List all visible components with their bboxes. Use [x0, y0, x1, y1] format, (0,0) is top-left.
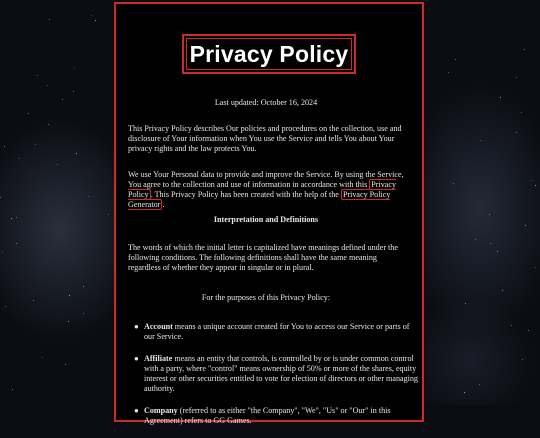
star [2, 251, 3, 252]
last-updated: Last updated: October 16, 2024 [214, 98, 318, 107]
bullet-icon: ● [134, 322, 139, 331]
usage-text-3: . [162, 200, 165, 209]
definition-text: (referred to as either "the Company", "We", "Us" or "Our" in this Agreement) refers to GG Games. [144, 406, 391, 425]
star [35, 144, 36, 145]
star [453, 183, 454, 184]
star [535, 185, 536, 186]
star [19, 158, 20, 159]
bullet-icon: ● [134, 354, 139, 363]
star [521, 112, 522, 113]
page-title: Privacy Policy [186, 38, 352, 70]
definition-item-company [134, 406, 420, 426]
interpretation-paragraph: The words of which the initial letter is capitalized have meanings defined under the following conditions. The following definitions shall have the same meaning regardless of whether they appear in singular or in plural. [128, 243, 398, 272]
star [57, 164, 58, 165]
definition-item-affiliate [134, 354, 420, 394]
star [528, 330, 529, 331]
policy-panel [114, 2, 424, 425]
purposes-line: For the purposes of this Privacy Policy: [201, 293, 331, 302]
star [12, 389, 13, 390]
star [524, 49, 525, 50]
star [69, 295, 70, 296]
star [83, 313, 84, 314]
star [465, 303, 466, 304]
bullet-icon: ● [134, 406, 139, 415]
title-frame [182, 34, 356, 74]
usage-text-2: . This Privacy Policy has been created with the help of the [150, 190, 339, 199]
definition-term: Affiliate [144, 354, 173, 363]
star [108, 214, 109, 215]
star [516, 77, 517, 78]
star [48, 124, 49, 125]
star [4, 146, 5, 147]
definition-text: means a unique account created for You to access our Service or parts of our Service. [144, 322, 410, 341]
star [74, 67, 75, 68]
privacy-policy-generator-link[interactable]: Privacy Policy Generator [128, 190, 391, 209]
privacy-policy-link[interactable]: Privacy Policy [128, 180, 396, 199]
definition-term: Account [144, 322, 173, 331]
star [480, 140, 481, 141]
intro-paragraph: This Privacy Policy describes Our policies and procedures on the collection, use and disclosure of Your information when You use the Service and tells You about Your privacy rights and the law protects You. [128, 124, 402, 153]
definitions-list [128, 322, 420, 438]
star [511, 325, 512, 326]
star [479, 384, 480, 385]
star [497, 251, 498, 252]
definition-term: Company [144, 406, 178, 415]
usage-text-1: We use Your Personal data to provide and improve the Service. By using the Service, You agree to the collection and use of information in accordance with this [128, 170, 404, 189]
star [516, 132, 517, 133]
definition-text: means an entity that controls, is controlled by or is under common control with a party, where "control" means ownership of 50% or more of the shares, equity interest or other securities entitled to vote for election of directors or other managing authority. [144, 354, 418, 393]
interpretation-heading: Interpretation and Definitions [213, 215, 319, 224]
star [535, 267, 536, 268]
star [475, 239, 476, 240]
star [490, 243, 491, 244]
star [42, 357, 43, 358]
definition-item-account [134, 322, 420, 342]
usage-paragraph [128, 170, 404, 210]
